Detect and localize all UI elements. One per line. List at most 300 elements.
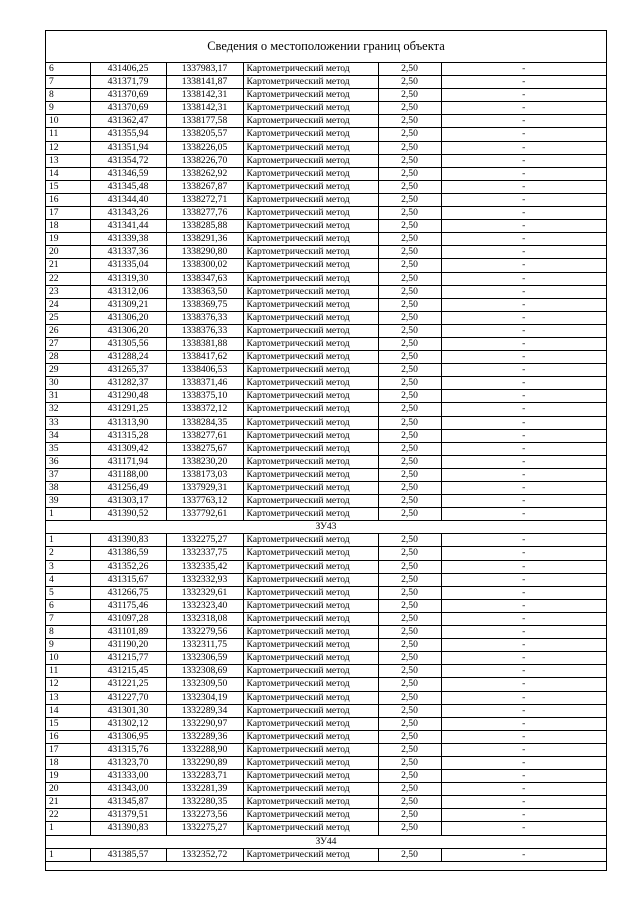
point-number-cell: 23 — [46, 285, 90, 298]
table-row — [46, 468, 606, 481]
table-row — [46, 63, 606, 76]
accuracy-cell: 2,50 — [378, 128, 441, 141]
y-coordinate-cell: 1332323,40 — [166, 599, 243, 612]
note-cell: - — [441, 508, 606, 521]
accuracy-cell: 2,50 — [378, 848, 441, 861]
x-coordinate-cell: 431227,70 — [90, 691, 166, 704]
note-cell: - — [441, 573, 606, 586]
y-coordinate-cell: 1338291,36 — [166, 233, 243, 246]
method-cell: Картометрический метод — [243, 337, 378, 350]
x-coordinate-cell: 431266,75 — [90, 586, 166, 599]
x-coordinate-cell: 431288,24 — [90, 351, 166, 364]
accuracy-cell: 2,50 — [378, 403, 441, 416]
point-number-cell: 7 — [46, 612, 90, 625]
method-cell: Картометрический метод — [243, 167, 378, 180]
table-row — [46, 626, 606, 639]
x-coordinate-cell: 431346,59 — [90, 167, 166, 180]
point-number-cell: 6 — [46, 63, 90, 76]
note-cell: - — [441, 128, 606, 141]
y-coordinate-cell: 1332273,56 — [166, 809, 243, 822]
point-number-cell: 27 — [46, 337, 90, 350]
method-cell: Картометрический метод — [243, 652, 378, 665]
table-row — [46, 508, 606, 521]
point-number-cell: 13 — [46, 154, 90, 167]
table-row — [46, 534, 606, 547]
table-row — [46, 193, 606, 206]
note-cell: - — [441, 403, 606, 416]
point-number-cell: 8 — [46, 89, 90, 102]
y-coordinate-cell: 1338272,71 — [166, 193, 243, 206]
point-number-cell: 19 — [46, 770, 90, 783]
page-title: Сведения о местоположении границ объекта — [46, 31, 606, 63]
x-coordinate-cell: 431215,77 — [90, 652, 166, 665]
table-row — [46, 364, 606, 377]
note-cell: - — [441, 311, 606, 324]
accuracy-cell: 2,50 — [378, 298, 441, 311]
y-coordinate-cell: 1338262,92 — [166, 167, 243, 180]
method-cell: Картометрический метод — [243, 351, 378, 364]
note-cell: - — [441, 586, 606, 599]
accuracy-cell: 2,50 — [378, 167, 441, 180]
note-cell: - — [441, 89, 606, 102]
x-coordinate-cell: 431351,94 — [90, 141, 166, 154]
table-row — [46, 730, 606, 743]
x-coordinate-cell: 431333,00 — [90, 770, 166, 783]
method-cell: Картометрический метод — [243, 691, 378, 704]
point-number-cell: 6 — [46, 599, 90, 612]
note-cell: - — [441, 193, 606, 206]
y-coordinate-cell: 1332289,34 — [166, 704, 243, 717]
accuracy-cell: 2,50 — [378, 102, 441, 115]
y-coordinate-cell: 1338372,12 — [166, 403, 243, 416]
point-number-cell: 26 — [46, 324, 90, 337]
method-cell: Картометрический метод — [243, 783, 378, 796]
y-coordinate-cell: 1332304,19 — [166, 691, 243, 704]
x-coordinate-cell: 431370,69 — [90, 102, 166, 115]
table-row — [46, 639, 606, 652]
accuracy-cell: 2,50 — [378, 141, 441, 154]
note-cell: - — [441, 704, 606, 717]
table-row — [46, 416, 606, 429]
method-cell: Картометрический метод — [243, 534, 378, 547]
x-coordinate-cell: 431371,79 — [90, 76, 166, 89]
y-coordinate-cell: 1338347,63 — [166, 272, 243, 285]
table-row — [46, 665, 606, 678]
table-row — [46, 220, 606, 233]
method-cell: Картометрический метод — [243, 193, 378, 206]
y-coordinate-cell: 1332283,71 — [166, 770, 243, 783]
y-coordinate-cell: 1337983,17 — [166, 63, 243, 76]
method-cell: Картометрический метод — [243, 233, 378, 246]
note-cell: - — [441, 141, 606, 154]
y-coordinate-cell: 1332289,36 — [166, 730, 243, 743]
table-row — [46, 259, 606, 272]
note-cell: - — [441, 377, 606, 390]
table-row — [46, 704, 606, 717]
accuracy-cell: 2,50 — [378, 560, 441, 573]
method-cell: Картометрический метод — [243, 298, 378, 311]
table-row — [46, 652, 606, 665]
table-row — [46, 207, 606, 220]
accuracy-cell: 2,50 — [378, 455, 441, 468]
accuracy-cell: 2,50 — [378, 324, 441, 337]
method-cell: Картометрический метод — [243, 612, 378, 625]
table-row — [46, 495, 606, 508]
x-coordinate-cell: 431265,37 — [90, 364, 166, 377]
x-coordinate-cell: 431390,83 — [90, 822, 166, 835]
point-number-cell: 16 — [46, 193, 90, 206]
accuracy-cell: 2,50 — [378, 586, 441, 599]
x-coordinate-cell: 431343,26 — [90, 207, 166, 220]
x-coordinate-cell: 431339,38 — [90, 233, 166, 246]
x-coordinate-cell: 431312,06 — [90, 285, 166, 298]
method-cell: Картометрический метод — [243, 377, 378, 390]
point-number-cell: 5 — [46, 586, 90, 599]
method-cell: Картометрический метод — [243, 468, 378, 481]
y-coordinate-cell: 1332337,75 — [166, 547, 243, 560]
y-coordinate-cell: 1338226,05 — [166, 141, 243, 154]
section-label: ЗУ44 — [46, 835, 606, 848]
x-coordinate-cell: 431406,25 — [90, 63, 166, 76]
accuracy-cell: 2,50 — [378, 547, 441, 560]
method-cell: Картометрический метод — [243, 180, 378, 193]
accuracy-cell: 2,50 — [378, 770, 441, 783]
y-coordinate-cell: 1338284,35 — [166, 416, 243, 429]
method-cell: Картометрический метод — [243, 102, 378, 115]
method-cell: Картометрический метод — [243, 272, 378, 285]
accuracy-cell: 2,50 — [378, 259, 441, 272]
note-cell: - — [441, 822, 606, 835]
note-cell: - — [441, 351, 606, 364]
note-cell: - — [441, 678, 606, 691]
point-number-cell: 21 — [46, 259, 90, 272]
y-coordinate-cell: 1338142,31 — [166, 102, 243, 115]
point-number-cell: 18 — [46, 220, 90, 233]
y-coordinate-cell: 1332329,61 — [166, 586, 243, 599]
y-coordinate-cell: 1337792,61 — [166, 508, 243, 521]
y-coordinate-cell: 1332275,27 — [166, 822, 243, 835]
table-row — [46, 796, 606, 809]
accuracy-cell: 2,50 — [378, 364, 441, 377]
point-number-cell: 35 — [46, 442, 90, 455]
point-number-cell: 15 — [46, 180, 90, 193]
x-coordinate-cell: 431306,95 — [90, 730, 166, 743]
accuracy-cell: 2,50 — [378, 154, 441, 167]
table-row — [46, 756, 606, 769]
method-cell: Картометрический метод — [243, 429, 378, 442]
note-cell: - — [441, 468, 606, 481]
y-coordinate-cell: 1338141,87 — [166, 76, 243, 89]
note-cell: - — [441, 259, 606, 272]
accuracy-cell: 2,50 — [378, 63, 441, 76]
accuracy-cell: 2,50 — [378, 704, 441, 717]
note-cell: - — [441, 364, 606, 377]
x-coordinate-cell: 431301,30 — [90, 704, 166, 717]
note-cell: - — [441, 652, 606, 665]
note-cell: - — [441, 743, 606, 756]
table-row — [46, 743, 606, 756]
note-cell: - — [441, 233, 606, 246]
accuracy-cell: 2,50 — [378, 809, 441, 822]
x-coordinate-cell: 431306,20 — [90, 311, 166, 324]
note-cell: - — [441, 63, 606, 76]
y-coordinate-cell: 1332308,69 — [166, 665, 243, 678]
table-row — [46, 285, 606, 298]
x-coordinate-cell: 431309,21 — [90, 298, 166, 311]
table-row — [46, 848, 606, 861]
point-number-cell: 9 — [46, 639, 90, 652]
point-number-cell: 3 — [46, 560, 90, 573]
table-row — [46, 272, 606, 285]
note-cell: - — [441, 246, 606, 259]
y-coordinate-cell: 1338277,76 — [166, 207, 243, 220]
note-cell: - — [441, 560, 606, 573]
accuracy-cell: 2,50 — [378, 652, 441, 665]
accuracy-cell: 2,50 — [378, 678, 441, 691]
accuracy-cell: 2,50 — [378, 783, 441, 796]
note-cell: - — [441, 390, 606, 403]
x-coordinate-cell: 431190,20 — [90, 639, 166, 652]
method-cell: Картометрический метод — [243, 403, 378, 416]
y-coordinate-cell: 1332335,42 — [166, 560, 243, 573]
x-coordinate-cell: 431282,37 — [90, 377, 166, 390]
point-number-cell: 24 — [46, 298, 90, 311]
method-cell: Картометрический метод — [243, 154, 378, 167]
accuracy-cell: 2,50 — [378, 612, 441, 625]
method-cell: Картометрический метод — [243, 390, 378, 403]
accuracy-cell: 2,50 — [378, 796, 441, 809]
point-number-cell: 21 — [46, 796, 90, 809]
x-coordinate-cell: 431291,25 — [90, 403, 166, 416]
note-cell: - — [441, 495, 606, 508]
table-row — [46, 770, 606, 783]
section-header-row — [46, 521, 606, 534]
x-coordinate-cell: 431344,40 — [90, 193, 166, 206]
method-cell: Картометрический метод — [243, 822, 378, 835]
point-number-cell: 37 — [46, 468, 90, 481]
point-number-cell: 8 — [46, 626, 90, 639]
y-coordinate-cell: 1338290,80 — [166, 246, 243, 259]
table-row — [46, 678, 606, 691]
accuracy-cell: 2,50 — [378, 743, 441, 756]
x-coordinate-cell: 431385,57 — [90, 848, 166, 861]
note-cell: - — [441, 102, 606, 115]
point-number-cell: 18 — [46, 756, 90, 769]
point-number-cell: 38 — [46, 482, 90, 495]
method-cell: Картометрический метод — [243, 599, 378, 612]
point-number-cell: 10 — [46, 115, 90, 128]
point-number-cell: 15 — [46, 717, 90, 730]
accuracy-cell: 2,50 — [378, 639, 441, 652]
point-number-cell: 17 — [46, 207, 90, 220]
method-cell: Картометрический метод — [243, 482, 378, 495]
x-coordinate-cell: 431306,20 — [90, 324, 166, 337]
table-row — [46, 167, 606, 180]
x-coordinate-cell: 431188,00 — [90, 468, 166, 481]
method-cell: Картометрический метод — [243, 495, 378, 508]
method-cell: Картометрический метод — [243, 259, 378, 272]
note-cell: - — [441, 416, 606, 429]
accuracy-cell: 2,50 — [378, 717, 441, 730]
table-row — [46, 246, 606, 259]
point-number-cell: 12 — [46, 141, 90, 154]
x-coordinate-cell: 431303,17 — [90, 495, 166, 508]
point-number-cell: 22 — [46, 272, 90, 285]
y-coordinate-cell: 1332352,72 — [166, 848, 243, 861]
table-row — [46, 128, 606, 141]
y-coordinate-cell: 1332290,97 — [166, 717, 243, 730]
y-coordinate-cell: 1338300,02 — [166, 259, 243, 272]
x-coordinate-cell: 431362,47 — [90, 115, 166, 128]
x-coordinate-cell: 431355,94 — [90, 128, 166, 141]
method-cell: Картометрический метод — [243, 442, 378, 455]
method-cell: Картометрический метод — [243, 730, 378, 743]
y-coordinate-cell: 1338267,87 — [166, 180, 243, 193]
table-row — [46, 442, 606, 455]
x-coordinate-cell: 431323,70 — [90, 756, 166, 769]
method-cell: Картометрический метод — [243, 89, 378, 102]
accuracy-cell: 2,50 — [378, 390, 441, 403]
point-number-cell: 31 — [46, 390, 90, 403]
note-cell: - — [441, 691, 606, 704]
accuracy-cell: 2,50 — [378, 337, 441, 350]
note-cell: - — [441, 337, 606, 350]
x-coordinate-cell: 431215,45 — [90, 665, 166, 678]
y-coordinate-cell: 1332279,56 — [166, 626, 243, 639]
y-coordinate-cell: 1338226,70 — [166, 154, 243, 167]
method-cell: Картометрический метод — [243, 665, 378, 678]
y-coordinate-cell: 1332288,90 — [166, 743, 243, 756]
accuracy-cell: 2,50 — [378, 822, 441, 835]
y-coordinate-cell: 1337763,12 — [166, 495, 243, 508]
note-cell: - — [441, 599, 606, 612]
point-number-cell: 22 — [46, 809, 90, 822]
point-number-cell: 1 — [46, 848, 90, 861]
note-cell: - — [441, 220, 606, 233]
method-cell: Картометрический метод — [243, 678, 378, 691]
table-row — [46, 141, 606, 154]
note-cell: - — [441, 167, 606, 180]
x-coordinate-cell: 431315,28 — [90, 429, 166, 442]
point-number-cell: 11 — [46, 128, 90, 141]
table-row — [46, 89, 606, 102]
accuracy-cell: 2,50 — [378, 377, 441, 390]
x-coordinate-cell: 431313,90 — [90, 416, 166, 429]
note-cell: - — [441, 442, 606, 455]
table-row — [46, 809, 606, 822]
note-cell: - — [441, 298, 606, 311]
accuracy-cell: 2,50 — [378, 246, 441, 259]
point-number-cell: 19 — [46, 233, 90, 246]
y-coordinate-cell: 1332318,08 — [166, 612, 243, 625]
method-cell: Картометрический метод — [243, 63, 378, 76]
table-row — [46, 586, 606, 599]
table-row — [46, 351, 606, 364]
method-cell: Картометрический метод — [243, 455, 378, 468]
y-coordinate-cell: 1332290,89 — [166, 756, 243, 769]
x-coordinate-cell: 431256,49 — [90, 482, 166, 495]
x-coordinate-cell: 431390,52 — [90, 508, 166, 521]
accuracy-cell: 2,50 — [378, 233, 441, 246]
method-cell: Картометрический метод — [243, 560, 378, 573]
table-row — [46, 403, 606, 416]
y-coordinate-cell: 1332309,50 — [166, 678, 243, 691]
document-frame — [45, 30, 607, 871]
accuracy-cell: 2,50 — [378, 180, 441, 193]
accuracy-cell: 2,50 — [378, 534, 441, 547]
point-number-cell: 20 — [46, 783, 90, 796]
y-coordinate-cell: 1338230,20 — [166, 455, 243, 468]
accuracy-cell: 2,50 — [378, 285, 441, 298]
y-coordinate-cell: 1338142,31 — [166, 89, 243, 102]
method-cell: Картометрический метод — [243, 639, 378, 652]
table-row — [46, 612, 606, 625]
accuracy-cell: 2,50 — [378, 220, 441, 233]
method-cell: Картометрический метод — [243, 285, 378, 298]
y-coordinate-cell: 1332281,39 — [166, 783, 243, 796]
x-coordinate-cell: 431315,67 — [90, 573, 166, 586]
accuracy-cell: 2,50 — [378, 76, 441, 89]
point-number-cell: 30 — [46, 377, 90, 390]
x-coordinate-cell: 431386,59 — [90, 547, 166, 560]
point-number-cell: 12 — [46, 678, 90, 691]
method-cell: Картометрический метод — [243, 416, 378, 429]
table-row — [46, 783, 606, 796]
note-cell: - — [441, 180, 606, 193]
note-cell: - — [441, 534, 606, 547]
method-cell: Картометрический метод — [243, 848, 378, 861]
accuracy-cell: 2,50 — [378, 573, 441, 586]
point-number-cell: 13 — [46, 691, 90, 704]
point-number-cell: 20 — [46, 246, 90, 259]
method-cell: Картометрический метод — [243, 246, 378, 259]
note-cell: - — [441, 796, 606, 809]
method-cell: Картометрический метод — [243, 207, 378, 220]
x-coordinate-cell: 431097,28 — [90, 612, 166, 625]
method-cell: Картометрический метод — [243, 115, 378, 128]
x-coordinate-cell: 431319,30 — [90, 272, 166, 285]
table-row — [46, 482, 606, 495]
x-coordinate-cell: 431352,26 — [90, 560, 166, 573]
method-cell: Картометрический метод — [243, 324, 378, 337]
method-cell: Картометрический метод — [243, 626, 378, 639]
y-coordinate-cell: 1332306,59 — [166, 652, 243, 665]
x-coordinate-cell: 431345,48 — [90, 180, 166, 193]
accuracy-cell: 2,50 — [378, 691, 441, 704]
point-number-cell: 2 — [46, 547, 90, 560]
point-number-cell: 14 — [46, 167, 90, 180]
method-cell: Картометрический метод — [243, 547, 378, 560]
note-cell: - — [441, 612, 606, 625]
table-row — [46, 180, 606, 193]
accuracy-cell: 2,50 — [378, 599, 441, 612]
method-cell: Картометрический метод — [243, 756, 378, 769]
point-number-cell: 32 — [46, 403, 90, 416]
table-row — [46, 337, 606, 350]
table-row — [46, 377, 606, 390]
note-cell: - — [441, 756, 606, 769]
x-coordinate-cell: 431379,51 — [90, 809, 166, 822]
note-cell: - — [441, 115, 606, 128]
x-coordinate-cell: 431335,04 — [90, 259, 166, 272]
point-number-cell: 7 — [46, 76, 90, 89]
accuracy-cell: 2,50 — [378, 626, 441, 639]
y-coordinate-cell: 1338371,46 — [166, 377, 243, 390]
table-row — [46, 717, 606, 730]
note-cell: - — [441, 207, 606, 220]
y-coordinate-cell: 1338369,75 — [166, 298, 243, 311]
method-cell: Картометрический метод — [243, 311, 378, 324]
